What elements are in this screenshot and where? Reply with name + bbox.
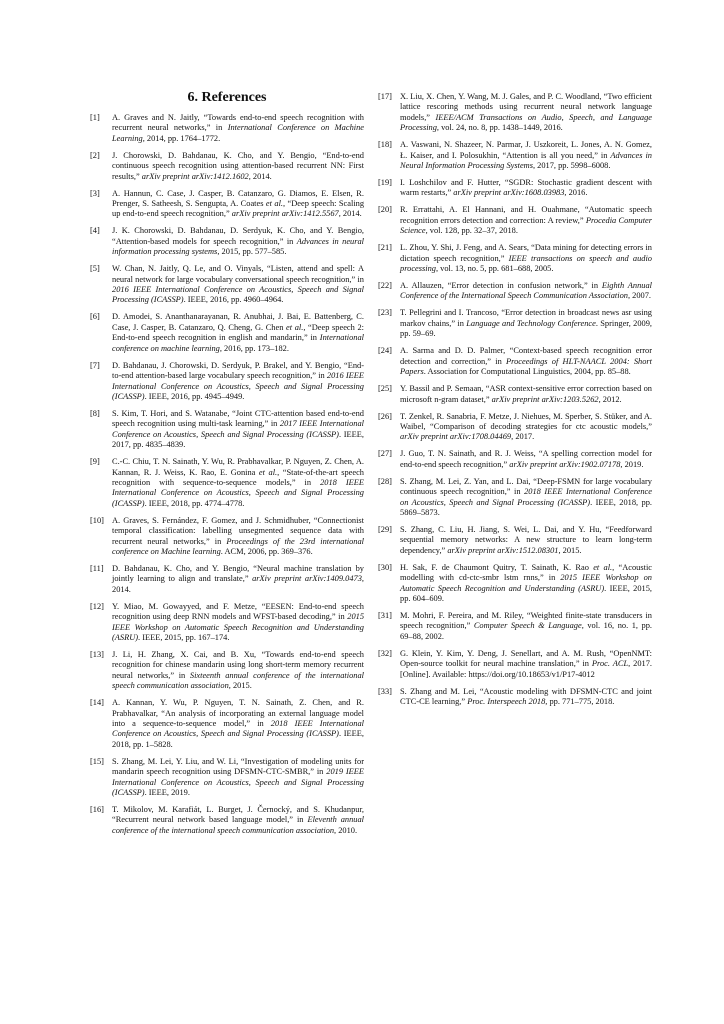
reference-entry xyxy=(378,525,652,556)
reference-entry xyxy=(90,698,364,750)
reference-text-segment: . IEEE, 2018, pp. 5869–5873. xyxy=(400,497,652,517)
reference-text-segment: S. Kim, T. Hori, and S. Watanabe, “Joint CTC-attention based end-to-end speech recognition using multi-task learning,” in xyxy=(112,408,364,429)
reference-venue: Eighth Annual Conference of the International Speech Communication Association xyxy=(400,281,653,301)
reference-text xyxy=(112,805,364,836)
reference-text xyxy=(112,564,364,595)
reference-text-segment: C.-C. Chiu, T. N. Sainath, Y. Wu, R. Prabhavalkar, P. Nguyen, Z. Chen, A. Kannan, R. J. Weiss, K. Rao, E. Gonina xyxy=(112,457,364,477)
reference-number: [7] xyxy=(90,360,100,370)
reference-venue: arXiv preprint arXiv:1512.08301 xyxy=(447,545,559,555)
reference-number: [3] xyxy=(90,188,100,198)
reference-venue: Procedia Computer Science xyxy=(400,215,653,236)
reference-text xyxy=(400,92,652,134)
reference-venue: arXiv preprint arXiv:1412.1602 xyxy=(141,171,249,181)
reference-number: [19] xyxy=(378,178,392,188)
reference-text-segment: , pp. 771–775, 2018. xyxy=(545,697,615,706)
reference-text xyxy=(112,189,364,220)
reference-text xyxy=(112,457,364,509)
reference-text-segment: , “Deep speech 2: End-to-end speech recognition in english and mandarin,” in xyxy=(112,322,364,343)
reference-entry xyxy=(90,409,364,451)
reference-entry xyxy=(378,92,652,134)
reference-venue: arXiv preprint arXiv:1708.04469 xyxy=(400,432,512,442)
reference-venue: IEEE transactions on speech and audio processing xyxy=(400,253,652,274)
reference-text xyxy=(400,384,652,405)
reference-text-segment: J. Li, H. Zhang, X. Cai, and B. Xu, “Towards end-to-end speech recognition for chinese mandarin using long short-term memory recurrent neural networks,” in xyxy=(112,650,364,680)
reference-entry xyxy=(90,312,364,354)
reference-venue: Eleventh annual conference of the international speech communication association xyxy=(112,815,364,835)
reference-entry xyxy=(378,563,652,605)
reference-text-segment: , 2015. xyxy=(228,681,252,691)
reference-venue: et al. xyxy=(593,562,613,572)
reference-entry xyxy=(378,384,652,405)
reference-text-segment: M. Mohri, F. Pereira, and M. Riley, “Weighted finite-state transducers in speech recognition,” xyxy=(400,610,652,631)
reference-number: [22] xyxy=(378,281,392,291)
reference-number: [2] xyxy=(90,150,100,160)
reference-text-segment: . IEEE, 2017, pp. 4835–4839. xyxy=(112,429,365,450)
references-column-left xyxy=(90,90,364,843)
reference-text-segment: . IEEE, 2016, pp. 4945–4949. xyxy=(144,391,245,401)
reference-number: [17] xyxy=(378,92,392,101)
reference-entry xyxy=(90,457,364,509)
reference-number: [9] xyxy=(90,457,100,467)
reference-text xyxy=(400,687,652,708)
reference-entry xyxy=(90,805,364,836)
reference-text-segment: . IEEE, 2019. xyxy=(144,788,190,798)
reference-entry xyxy=(90,151,364,182)
reference-text-segment: G. Klein, Y. Kim, Y. Deng, J. Senellart, and A. M. Rush, “OpenNMT: Open-source toolkit for neural machine translation,” in xyxy=(400,648,652,669)
reference-number: [6] xyxy=(90,312,100,322)
reference-venue: International conference on machine learning xyxy=(112,333,364,353)
reference-list-left xyxy=(90,113,364,836)
reference-text xyxy=(112,757,364,799)
reference-number: [10] xyxy=(90,515,104,525)
reference-text xyxy=(400,308,652,339)
reference-number: [8] xyxy=(90,408,100,418)
reference-number: [28] xyxy=(378,476,392,486)
reference-text xyxy=(400,649,652,680)
reference-text xyxy=(112,226,364,257)
reference-text-segment: . Springer, 2009, pp. 59–69. xyxy=(400,318,652,339)
reference-venue: 2018 IEEE International Conference on Acoustics, Speech and Signal Processing (ICASSP) xyxy=(400,487,652,507)
reference-text xyxy=(400,525,652,556)
reference-number: [16] xyxy=(90,805,104,815)
reference-entry xyxy=(378,205,652,236)
reference-entry xyxy=(378,687,652,708)
reference-text xyxy=(112,602,364,644)
reference-text-segment: . IEEE, 2015, pp. 604–609. xyxy=(400,583,652,603)
reference-text-segment: A. Sarma and D. D. Palmer, “Context-based speech recognition error detection and correction,” in xyxy=(400,346,652,366)
reference-number: [27] xyxy=(378,449,392,459)
reference-venue: arXiv preprint arXiv:1409.0473 xyxy=(252,574,362,584)
reference-text xyxy=(400,449,652,470)
reference-venue: arXiv preprint arXiv:1203.5262 xyxy=(491,394,599,404)
section-title: 6. References xyxy=(187,90,267,105)
reference-text-segment: . IEEE, 2015, pp. 167–174. xyxy=(138,633,230,642)
reference-text-segment: A. Graves and N. Jaitly, “Towards end-to-end speech recognition with recurrent neural networks,” in xyxy=(112,113,364,133)
reference-text-segment: D. Amodei, S. Ananthanarayanan, R. Anubhai, J. Bai, E. Battenberg, C. Case, J. Casper, B. Catanzaro, Q. Cheng, G. Chen xyxy=(112,312,364,332)
reference-number: [1] xyxy=(90,113,100,122)
reference-entry xyxy=(378,178,652,199)
reference-entry xyxy=(90,650,364,692)
reference-text xyxy=(400,281,652,302)
reference-venue: arXiv preprint arXiv:1412.5567 xyxy=(231,209,339,219)
reference-text-segment: A. Vaswani, N. Shazeer, N. Parmar, J. Uszkoreit, L. Jones, A. N. Gomez, Ł. Kaiser, and I. Polosukhin, “Attention is all you need,” in xyxy=(400,140,652,160)
reference-text-segment: , 2015, pp. 577–585. xyxy=(217,247,287,257)
reference-venue: et al. xyxy=(258,467,278,477)
reference-venue: Advances in neural information processing systems xyxy=(112,236,364,257)
reference-text xyxy=(112,361,364,403)
reference-text-segment: , vol. 13, no. 5, pp. 681–688, 2005. xyxy=(435,264,554,274)
reference-text-segment: , 2016, pp. 173–182. xyxy=(219,343,289,353)
reference-text xyxy=(112,516,364,558)
reference-text-segment: A. Allauzen, “Error detection in confusion network,” in xyxy=(400,281,602,291)
reference-entry xyxy=(90,226,364,257)
reference-venue: et al. xyxy=(286,322,304,332)
reference-text xyxy=(112,698,364,750)
reference-number: [24] xyxy=(378,346,392,356)
reference-text-segment: J. Guo, T. N. Sainath, and R. J. Weiss, “A spelling correction model for end-to-end speech recognition,” xyxy=(400,449,652,469)
reference-entry xyxy=(378,412,652,443)
reference-text-segment: , 2017. [Online]. Available: https://doi.org/10.18653/v1/P17-4012 xyxy=(400,659,652,679)
reference-number: [21] xyxy=(378,243,392,253)
reference-venue: Proceedings of the 23rd international conference on Machine learning xyxy=(112,536,364,556)
reference-text-segment: , 2015. xyxy=(558,545,582,555)
reference-text-segment: D. Bahdanau, K. Cho, and Y. Bengio, “Neural machine translation by jointly learning to align and translate,” xyxy=(112,563,364,584)
reference-text-segment: S. Zhang, C. Liu, H. Jiang, S. Wei, L. Dai, and Y. Hu, “Feedforward sequential memory networks: A new structure to learn long-term dependency,” xyxy=(400,524,652,555)
reference-number: [15] xyxy=(90,756,104,766)
reference-entry xyxy=(90,516,364,558)
reference-venue: et al. xyxy=(265,199,284,209)
reference-venue: International Conference on Machine Learning xyxy=(112,123,364,143)
reference-venue: 2018 IEEE International Conference on Acoustics, Speech and Signal Processing (ICASSP) xyxy=(112,719,364,739)
reference-venue: 2018 IEEE International Conference on Acoustics, Speech and Signal Processing (ICASSP) xyxy=(112,477,364,508)
reference-venue: 2015 IEEE Workshop on Automatic Speech Recognition and Understanding (ASRU) xyxy=(400,573,652,593)
reference-text-segment: , 2012. xyxy=(598,394,622,404)
reference-text-segment: S. Zhang, M. Lei, Z. Yan, and L. Dai, “Deep-FSMN for large vocabulary continuous speech recognition,” in xyxy=(400,476,652,497)
reference-text-segment: . Association for Computational Linguistics, 2004, pp. 85–88. xyxy=(423,367,631,377)
reference-number: [31] xyxy=(378,610,392,620)
reference-text xyxy=(112,151,364,182)
reference-number: [25] xyxy=(378,384,392,394)
reference-number: [23] xyxy=(378,308,392,318)
reference-number: [20] xyxy=(378,205,392,215)
reference-number: [14] xyxy=(90,698,104,708)
reference-entry xyxy=(378,243,652,274)
reference-text-segment: , 2014. xyxy=(112,574,364,594)
reference-entry xyxy=(378,449,652,470)
reference-text-segment: , “State-of-the-art speech recognition with sequence-to-sequence models,” in xyxy=(112,467,364,487)
reference-entry xyxy=(378,477,652,519)
reference-text-segment: . IEEE, 2018, pp. 1–5828. xyxy=(112,729,365,749)
reference-number: [13] xyxy=(90,650,104,659)
reference-entry xyxy=(90,564,364,595)
reference-text-segment: , 2014. xyxy=(248,171,272,181)
reference-text-segment: , 2017, pp. 5998–6008. xyxy=(532,161,611,171)
reference-venue: Proceedings of HLT-NAACL 2004: Short Papers xyxy=(400,356,652,377)
reference-text xyxy=(112,312,364,354)
reference-text-segment: , 2014, pp. 1764–1772. xyxy=(142,133,221,143)
reference-venue: 2016 IEEE International Conference on Acoustics, Speech and Signal Processing (ICASSP) xyxy=(112,371,364,401)
reference-venue: Sixteenth annual conference of the international speech communication association xyxy=(112,670,364,691)
reference-number: [5] xyxy=(90,264,100,274)
reference-venue: arXiv preprint arXiv:1902.07178 xyxy=(509,459,621,469)
reference-text-segment: , vol. 24, no. 8, pp. 1438–1449, 2016. xyxy=(436,123,563,133)
reference-venue: Language and Technology Conference xyxy=(466,318,596,328)
reference-text xyxy=(400,140,652,171)
reference-text-segment: . ACM, 2006, pp. 369–376. xyxy=(220,546,313,556)
reference-text xyxy=(400,412,652,443)
reference-entry xyxy=(90,602,364,644)
reference-text xyxy=(400,563,652,605)
reference-text-segment: A. Graves, S. Fernández, F. Gomez, and J. Schmidhuber, “Connectionist temporal classification: labelling unsegmented sequence data with recurrent neural networks,” in xyxy=(112,515,364,546)
reference-venue: arXiv preprint arXiv:1608.03983 xyxy=(453,188,565,198)
reference-number: [29] xyxy=(378,524,392,534)
reference-text-segment: , “Deep speech: Scaling up end-to-end speech recognition,” xyxy=(112,199,365,219)
reference-entry xyxy=(90,113,364,144)
reference-entry xyxy=(378,346,652,377)
reference-text xyxy=(112,409,364,451)
reference-number: [32] xyxy=(378,648,392,658)
reference-text xyxy=(400,346,652,377)
reference-number: [4] xyxy=(90,226,100,236)
references-column-right xyxy=(378,92,652,714)
reference-text-segment: , vol. 128, pp. 32–37, 2018. xyxy=(425,226,518,236)
reference-number: [33] xyxy=(378,686,392,696)
reference-text-segment: . IEEE, 2018, pp. 4774–4778. xyxy=(144,498,245,508)
reference-number: [12] xyxy=(90,601,104,611)
reference-text-segment: S. Zhang, M. Lei, Y. Liu, and W. Li, “Investigation of modeling units for mandarin speech recognition using DFSMN-CTC-SMBR,” in xyxy=(112,756,364,777)
reference-text xyxy=(400,243,652,274)
reference-text-segment: . IEEE, 2016, pp. 4960–4964. xyxy=(183,295,284,305)
reference-text-segment: H. Sak, F. de Chaumont Quitry, T. Sainath, K. Rao xyxy=(400,562,594,572)
reference-entry xyxy=(378,611,652,642)
reference-text-segment: T. Zenkel, R. Sanabria, F. Metze, J. Niehues, M. Sperber, S. Stüker, and A. Waibel, “Comparison of decoding strategies for ctc acoustic models,” xyxy=(400,411,652,431)
reference-text-segment: , 2019. xyxy=(620,459,644,469)
reference-venue: Proc. Interspeech 2018 xyxy=(467,697,546,706)
reference-text-segment: X. Liu, X. Chen, Y. Wang, M. J. Gales, and P. C. Woodland, “Two efficient lattice rescoring methods using recurrent neural network language models,” xyxy=(400,92,652,122)
reference-text xyxy=(112,113,364,144)
reference-venue: Computer Speech & Language xyxy=(473,621,582,631)
reference-number: [11] xyxy=(90,563,104,573)
reference-text-segment: J. Chorowski, D. Bahdanau, K. Cho, and Y. Bengio, “End-to-end continuous speech recognition using attention-based recurrent NN: First results,” xyxy=(112,150,364,181)
reference-entry xyxy=(90,757,364,799)
reference-venue: Advances in Neural Information Processing Systems xyxy=(400,150,652,171)
reference-number: [26] xyxy=(378,411,392,421)
reference-text-segment: T. Mikolov, M. Karafiát, L. Burget, J. Černocký, and S. Khudanpur, “Recurrent neural network based language model,” in xyxy=(112,805,364,825)
reference-number: [18] xyxy=(378,140,392,150)
reference-text-segment: , 2016. xyxy=(564,188,588,198)
reference-text xyxy=(400,611,652,642)
reference-number: [30] xyxy=(378,562,392,572)
reference-entry xyxy=(90,189,364,220)
reference-text-segment: S. Zhang and M. Lei, “Acoustic modeling with DFSMN-CTC and joint CTC-CE learning,” xyxy=(400,686,652,706)
reference-text-segment: W. Chan, N. Jaitly, Q. Le, and O. Vinyals, “Listen, attend and spell: A neural network for large vocabulary conversational speech recognition,” in xyxy=(112,264,364,284)
reference-text-segment: L. Zhou, Y. Shi, J. Feng, and A. Sears, “Data mining for detecting errors in dictation speech recognition,” xyxy=(400,243,652,263)
reference-venue: 2017 IEEE International Conference on Acoustics, Speech and Signal Processing (ICASSP) xyxy=(112,419,364,439)
reference-entry xyxy=(378,308,652,339)
reference-text-segment: Y. Miao, M. Gowayyed, and F. Metze, “EESEN: End-to-end speech recognition using deep RNN models and WFST-based decoding,” in xyxy=(112,601,364,622)
reference-text-segment: A. Kannan, Y. Wu, P. Nguyen, T. N. Sainath, Z. Chen, and R. Prabhavalkar, “An analysis of incorporating an external language model into a sequence-to-sequence model,” in xyxy=(112,698,364,729)
reference-venue: 2016 IEEE International Conference on Acoustics, Speech and Signal Processing (ICASSP) xyxy=(112,285,364,305)
reference-text-segment: R. Errattahi, A. El Hannani, and H. Ouahmane, “Automatic speech recognition errors detection and correction: A review,” xyxy=(400,205,652,225)
reference-text-segment: J. K. Chorowski, D. Bahdanau, D. Serdyuk, K. Cho, and Y. Bengio, “Attention-based models for speech recognition,” in xyxy=(112,226,364,246)
reference-text-segment: , 2014. xyxy=(338,209,362,219)
reference-venue: IEEE/ACM Transactions on Audio, Speech, and Language Processing xyxy=(400,112,652,133)
reference-text xyxy=(400,477,652,519)
reference-text xyxy=(400,205,652,236)
reference-text xyxy=(400,178,652,199)
reference-venue: 2015 IEEE Workshop on Automatic Speech Recognition and Understanding (ASRU) xyxy=(112,612,364,642)
reference-text-segment: , “Acoustic modelling with cd-ctc-smbr lstm rnns,” in xyxy=(400,562,652,583)
reference-venue: Proc. ACL xyxy=(591,659,629,669)
reference-entry xyxy=(90,361,364,403)
reference-entry xyxy=(378,649,652,680)
reference-text-segment: I. Loshchilov and F. Hutter, “SGDR: Stochastic gradient descent with warm restarts,” xyxy=(400,178,652,198)
reference-entry xyxy=(378,140,652,171)
reference-text xyxy=(112,264,364,306)
reference-text xyxy=(112,650,364,692)
reference-text-segment: Y. Bassil and P. Semaan, “ASR context-sensitive error correction based on microsoft n-gram dataset,” xyxy=(400,384,652,404)
reference-text-segment: , 2017. xyxy=(511,432,535,442)
reference-text-segment: , 2010. xyxy=(334,825,358,835)
reference-text-segment: T. Pellegrini and I. Trancoso, “Error detection in broadcast news asr using markov chains,” in xyxy=(400,308,652,328)
reference-text-segment: A. Hannun, C. Case, J. Casper, B. Catanzaro, G. Diamos, E. Elsen, R. Prenger, S. Satheesh, S. Sengupta, A. Coates xyxy=(112,188,364,209)
reference-venue: 2019 IEEE International Conference on Acoustics, Speech and Signal Processing (ICASSP) xyxy=(112,767,365,798)
reference-text-segment: , vol. 16, no. 1, pp. 69–88, 2002. xyxy=(400,621,652,641)
reference-entry xyxy=(90,264,364,306)
reference-text-segment: D. Bahdanau, J. Chorowski, D. Serdyuk, P. Brakel, and Y. Bengio, “End-to-end attention-based large vocabulary speech recognition,” in xyxy=(112,360,364,381)
reference-text-segment: , 2007. xyxy=(627,291,651,301)
reference-list-right xyxy=(378,92,652,707)
reference-entry xyxy=(378,281,652,302)
